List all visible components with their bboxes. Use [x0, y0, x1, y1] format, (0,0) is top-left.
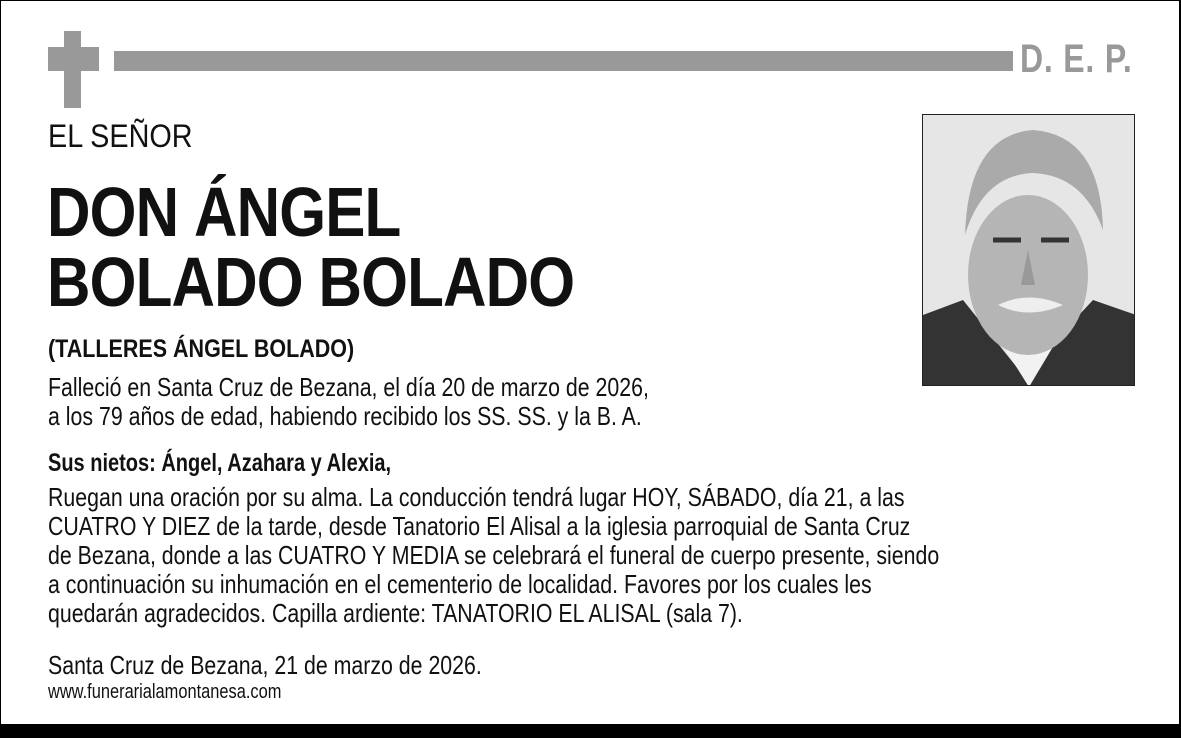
body-line: Ruegan una oración por su alma. La conducción tendrá lugar HOY, SÁBADO, día 21, a las	[48, 482, 905, 512]
death-line: a los 79 años de edad, habiendo recibido los SS. SS. y la B. A.	[48, 401, 642, 431]
body-line: quedarán agradecidos. Capilla ardiente: TANATORIO EL ALISAL (sala 7).	[48, 598, 743, 628]
family-line: Sus nietos: Ángel, Azahara y Alexia,	[48, 449, 392, 477]
body-line: de Bezana, donde a las CUATRO Y MEDIA se celebrará el funeral de cuerpo presente, siendo	[48, 540, 940, 570]
death-line: Falleció en Santa Cruz de Bezana, el día 20 de marzo de 2026,	[48, 372, 649, 402]
portrait-photo	[922, 114, 1135, 386]
dep-label: D. E. P.	[1020, 37, 1133, 81]
website-link[interactable]: www.funerarialamontanesa.com	[48, 681, 282, 703]
body-line: CUATRO Y DIEZ de la tarde, desde Tanatorio El Alisal a la iglesia parroquial de Santa Cruz	[48, 511, 911, 541]
name-line-2: BOLADO BOLADO	[47, 243, 575, 321]
body-line: a continuación su inhumación en el cementerio de localidad. Favores por los cuales les	[48, 569, 872, 599]
obituary-card	[1, 1, 1179, 724]
cross-icon-arm	[48, 47, 99, 71]
title-prefix: EL SEÑOR	[48, 118, 193, 154]
header-bar	[114, 51, 1013, 71]
name-line-1: DON ÁNGEL	[47, 173, 401, 251]
subtitle: (TALLERES ÁNGEL BOLADO)	[48, 335, 355, 363]
place-date: Santa Cruz de Bezana, 21 de marzo de 2026.	[48, 650, 482, 680]
